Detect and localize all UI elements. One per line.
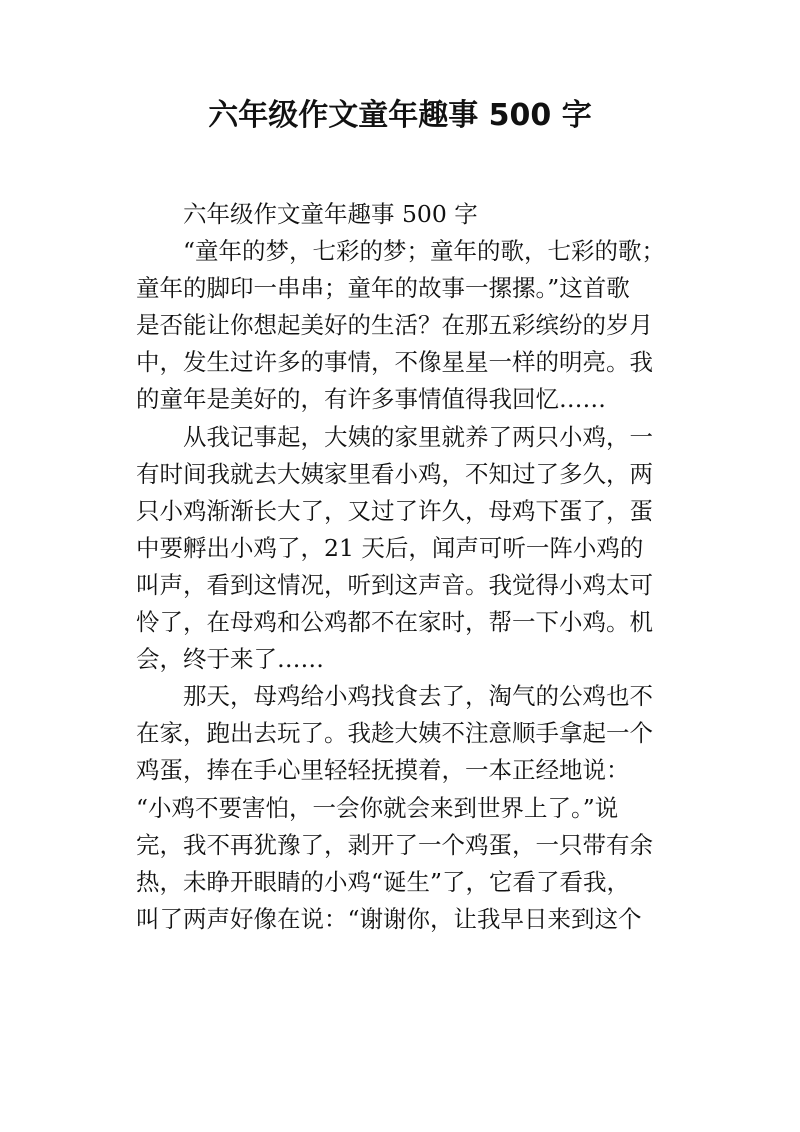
text-line: 鸡蛋，捧在手心里轻轻抚摸着，一本正经地说： [136, 756, 630, 785]
text-line: 六年级作文童年趣事 500 字 [183, 200, 478, 228]
text-line: 中，发生过许多的事情，不像星星一样的明亮。我 [136, 348, 653, 377]
text-line: 有时间我就去大姨家里看小鸡，不知过了多久，两 [136, 459, 653, 488]
text-line: 从我记事起，大姨的家里就养了两只小鸡，一 [183, 422, 653, 451]
text-line: “小鸡不要害怕，一会你就会来到世界上了。”说 [136, 793, 619, 822]
text-line: 是否能让你想起美好的生活？在那五彩缤纷的岁月 [136, 311, 653, 340]
text-line: 叫声，看到这情况，听到这声音。我觉得小鸡太可 [136, 570, 653, 599]
text-line: “童年的梦，七彩的梦；童年的歌，七彩的歌； [183, 237, 666, 266]
text-line: 热，未睁开眼睛的小鸡“诞生”了，它看了看我， [136, 867, 631, 896]
text-line: 童年的脚印一串串；童年的故事一摞摞。”这首歌 [136, 274, 630, 303]
text-line: 的童年是美好的，有许多事情值得我回忆…… [136, 385, 606, 414]
text-line: 怜了，在母鸡和公鸡都不在家时，帮一下小鸡。机 [136, 608, 653, 637]
text-line: 那天，母鸡给小鸡找食去了，淘气的公鸡也不 [183, 682, 653, 711]
text-line: 完，我不再犹豫了，剥开了一个鸡蛋，一只带有余 [136, 830, 653, 859]
text-line: 会，终于来了…… [136, 645, 324, 674]
text-line: 在家，跑出去玩了。我趁大姨不注意顺手拿起一个 [136, 719, 653, 748]
text-line: 中要孵出小鸡了，21 天后，闻声可听一阵小鸡的 [136, 533, 644, 562]
document-title: 六年级作文童年趣事 500 字 [208, 98, 592, 133]
text-line: 叫了两声好像在说：“谢谢你，让我早日来到这个 [136, 904, 642, 933]
text-line: 只小鸡渐渐长大了，又过了许久，母鸡下蛋了，蛋 [136, 496, 653, 525]
document-body [136, 196, 666, 938]
